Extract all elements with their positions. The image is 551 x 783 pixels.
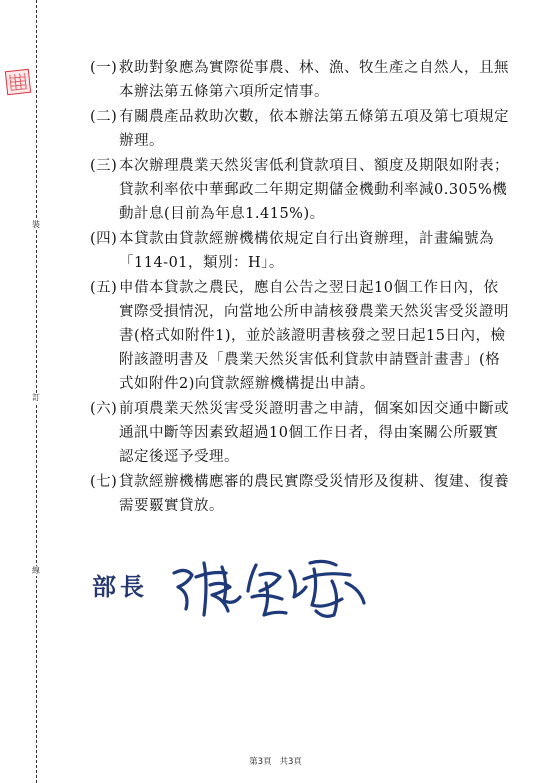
list-item — [90, 227, 510, 275]
item-number: (三) — [90, 158, 118, 174]
binding-mark-middle: 訂 — [32, 393, 40, 402]
list-item — [90, 276, 510, 396]
item-text: 本貸款由貸款經辦機構依規定自行出資辦理，計畫編號為「114-01，類別：H」。 — [119, 231, 494, 271]
seal-pattern — [9, 73, 27, 91]
handwritten-signature — [164, 553, 374, 623]
minister-title: 部長 — [92, 573, 148, 601]
binding-mark-bottom: 線 — [32, 566, 40, 575]
item-text: 有關農產品救助次數，依本辦法第五條第五項及第七項規定辦理。 — [119, 109, 509, 149]
item-text: 貸款經辦機構應審的農民實際受災情形及復耕、復建、復養需要覈實貸放。 — [119, 474, 509, 514]
binding-line — [36, 0, 37, 783]
item-number: (六) — [90, 401, 118, 417]
page-number: 第3頁 — [249, 757, 272, 767]
item-number: (一) — [90, 60, 118, 76]
signature-strokes — [164, 553, 374, 623]
item-number: (七) — [90, 474, 118, 490]
binding-mark-top: 裝 — [32, 220, 40, 229]
list-item — [90, 56, 510, 104]
item-number: (二) — [90, 109, 118, 125]
item-number: (四) — [90, 231, 118, 247]
item-text: 申借本貸款之農民，應自公告之翌日起10個工作日內，依實際受損情況，向當地公所申請核發農業天然災害受災證明書(格式如附件1)，並於該證明書核發之翌日起15日內，檢附該證明書及「農業天然災害低利貸款申請暨計畫書」(格式如附件2)向貸款經辦機構提出申請。 — [119, 280, 509, 392]
list-item — [90, 105, 510, 153]
item-number: (五) — [90, 280, 118, 296]
item-text: 救助對象應為實際從事農、林、漁、牧生產之自然人，且無本辦法第五條第六項所定情事。 — [119, 60, 509, 100]
list-item — [90, 470, 510, 518]
official-seal-icon — [5, 69, 31, 95]
item-text: 本次辦理農業天然災害低利貸款項目、額度及期限如附表；貸款利率依中華郵政二年期定期儲金機動利率減0.305%機動計息(目前為年息1.415%)。 — [119, 158, 509, 222]
list-item — [90, 397, 510, 469]
list-item — [90, 154, 510, 226]
item-text: 前項農業天然災害受災證明書之申請，個案如因交通中斷或通訊中斷等因素致超過10個工作日者，得由案關公所覈實認定後逕予受理。 — [119, 401, 509, 465]
page-footer — [0, 755, 551, 767]
regulation-items — [90, 56, 510, 519]
minister-signature-block — [92, 553, 382, 623]
total-pages: 共3頁 — [279, 757, 302, 767]
